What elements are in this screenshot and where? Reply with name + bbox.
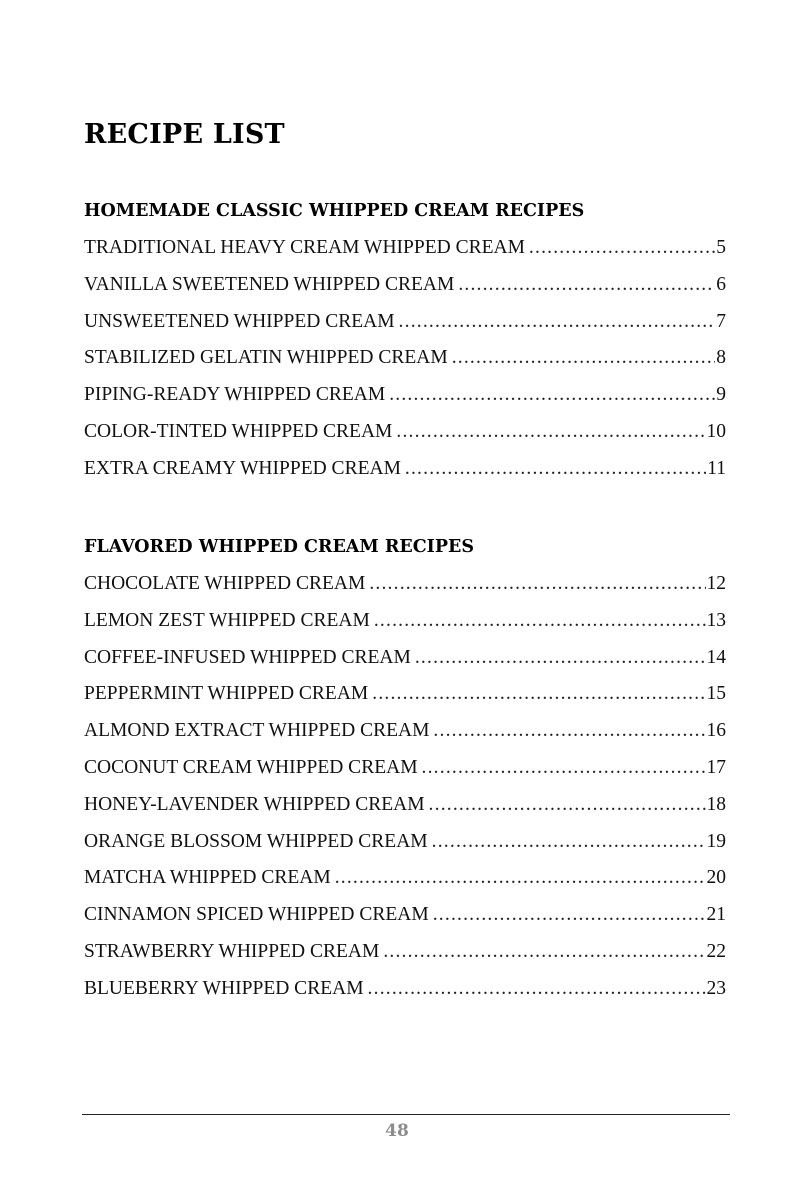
- toc-entry-page: 13: [706, 609, 726, 631]
- toc-entry-page: 9: [716, 384, 726, 406]
- page-number: 48: [385, 1121, 409, 1141]
- toc-entry-title: STRAWBERRY WHIPPED CREAM: [84, 940, 380, 962]
- toc-entry[interactable]: [84, 414, 726, 451]
- toc-entry-page: 20: [706, 867, 726, 889]
- toc-entry-title: UNSWEETENED WHIPPED CREAM: [84, 310, 395, 332]
- dot-leader: [368, 971, 706, 1008]
- toc-entry-page: 10: [706, 420, 726, 442]
- toc-entry-page: 6: [716, 273, 726, 295]
- toc-entry[interactable]: [84, 603, 726, 640]
- dot-leader: [432, 824, 706, 861]
- section-homemade-classic: [84, 193, 726, 488]
- toc-list: [84, 230, 726, 488]
- toc-entry[interactable]: [84, 340, 726, 377]
- toc-entry-page: 11: [707, 457, 726, 479]
- dot-leader: [422, 750, 706, 787]
- toc-entry-page: 12: [706, 573, 726, 594]
- dot-leader: [383, 934, 705, 971]
- dot-leader: [429, 787, 706, 824]
- footer-divider: [82, 1114, 730, 1115]
- dot-leader: [529, 230, 715, 267]
- toc-entry-page: 15: [706, 683, 726, 705]
- toc-entry-page: 21: [706, 904, 726, 926]
- dot-leader: [374, 603, 706, 640]
- toc-entry-title: COCONUT CREAM WHIPPED CREAM: [84, 756, 418, 778]
- toc-entry-title: EXTRA CREAMY WHIPPED CREAM: [84, 457, 401, 479]
- dot-leader: [458, 267, 715, 304]
- toc-entry-title: VANILLA SWEETENED WHIPPED CREAM: [84, 273, 455, 295]
- dot-leader: [405, 451, 706, 488]
- toc-entry-page: 17: [706, 756, 726, 778]
- toc-entry[interactable]: [84, 971, 726, 1008]
- toc-entry-page: 19: [706, 830, 726, 852]
- toc-entry[interactable]: [84, 787, 726, 824]
- toc-entry-title: CINNAMON SPICED WHIPPED CREAM: [84, 904, 429, 926]
- toc-entry[interactable]: [84, 451, 726, 488]
- toc-entry[interactable]: [84, 860, 726, 897]
- toc-entry-title: PIPING-READY WHIPPED CREAM: [84, 384, 386, 406]
- toc-entry[interactable]: [84, 934, 726, 971]
- dot-leader: [389, 377, 715, 414]
- toc-entry[interactable]: [84, 566, 726, 603]
- toc-entry-title: COLOR-TINTED WHIPPED CREAM: [84, 420, 393, 442]
- toc-entry-page: 8: [716, 347, 726, 369]
- toc-entry-page: 5: [716, 237, 726, 258]
- dot-leader: [335, 860, 706, 897]
- toc-entry-title: BLUEBERRY WHIPPED CREAM: [84, 977, 364, 999]
- toc-entry-title: PEPPERMINT WHIPPED CREAM: [84, 683, 369, 705]
- toc-list: [84, 566, 726, 1008]
- toc-entry-page: 14: [706, 646, 726, 668]
- dot-leader: [452, 340, 716, 377]
- dot-leader: [396, 414, 705, 451]
- toc-entry-page: 22: [706, 940, 726, 962]
- toc-entry-title: STABILIZED GELATIN WHIPPED CREAM: [84, 347, 448, 369]
- toc-entry-page: 23: [706, 977, 726, 999]
- toc-entry[interactable]: [84, 750, 726, 787]
- toc-entry[interactable]: [84, 377, 726, 414]
- section-heading: HOMEMADE CLASSIC WHIPPED CREAM RECIPES: [84, 201, 585, 221]
- toc-entry[interactable]: [84, 713, 726, 750]
- toc-entry-title: MATCHA WHIPPED CREAM: [84, 867, 331, 889]
- toc-entry[interactable]: [84, 640, 726, 677]
- toc-entry[interactable]: [84, 897, 726, 934]
- toc-entry[interactable]: [84, 230, 726, 267]
- toc-entry[interactable]: [84, 304, 726, 341]
- dot-leader: [369, 566, 705, 603]
- dot-leader: [372, 676, 705, 713]
- toc-entry-page: 7: [716, 310, 726, 332]
- toc-entry-title: ORANGE BLOSSOM WHIPPED CREAM: [84, 830, 428, 852]
- toc-entry-title: ALMOND EXTRACT WHIPPED CREAM: [84, 720, 430, 742]
- toc-entry-title: TRADITIONAL HEAVY CREAM WHIPPED CREAM: [84, 237, 525, 258]
- dot-leader: [399, 304, 716, 341]
- toc-entry[interactable]: [84, 267, 726, 304]
- toc-entry[interactable]: [84, 824, 726, 861]
- dot-leader: [433, 713, 705, 750]
- section-flavored: [84, 529, 726, 1008]
- toc-entry-title: HONEY-LAVENDER WHIPPED CREAM: [84, 793, 425, 815]
- page-title: RECIPE LIST: [84, 119, 285, 150]
- toc-entry-title: LEMON ZEST WHIPPED CREAM: [84, 609, 370, 631]
- dot-leader: [415, 640, 706, 677]
- toc-entry-title: CHOCOLATE WHIPPED CREAM: [84, 573, 366, 594]
- toc-entry-page: 16: [706, 720, 726, 742]
- dot-leader: [433, 897, 706, 934]
- section-heading: FLAVORED WHIPPED CREAM RECIPES: [84, 537, 474, 557]
- toc-entry[interactable]: [84, 676, 726, 713]
- toc-entry-title: COFFEE-INFUSED WHIPPED CREAM: [84, 646, 411, 668]
- toc-entry-page: 18: [706, 793, 726, 815]
